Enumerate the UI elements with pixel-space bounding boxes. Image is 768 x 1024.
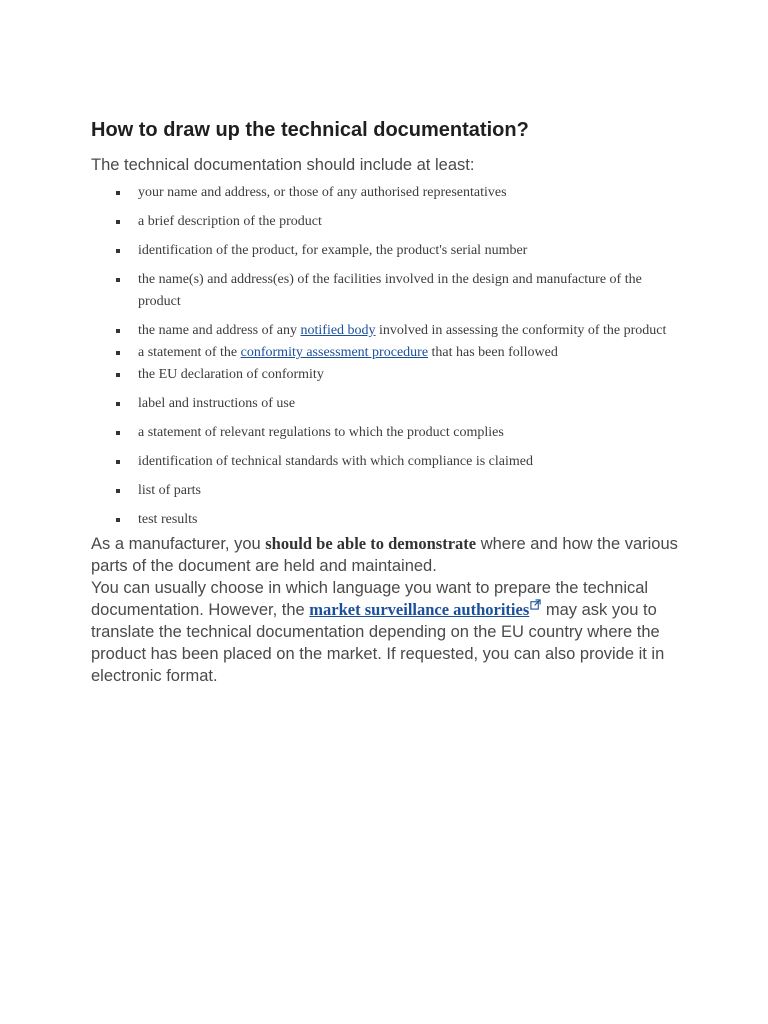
- paragraph-text: may ask you to translate the technical documentation depending on the EU country where the product has been placed on the market. If requested, you can also provide it in electronic format.: [91, 601, 665, 685]
- intro-text: The technical documentation should include at least:: [91, 156, 475, 174]
- paragraph-text: where and how the various parts of the document are held and maintained.: [91, 535, 678, 575]
- list-item-text: a statement of relevant regulations to which the product complies: [138, 425, 504, 440]
- paragraph: [91, 577, 681, 687]
- paragraph-text: You can usually choose in which language you want to prepare the technical documentation. However, the: [91, 579, 649, 619]
- list-item: [91, 342, 681, 364]
- list-item: [91, 509, 681, 531]
- list-item-text: a statement of the: [138, 345, 241, 360]
- paragraph-text: As a manufacturer, you: [91, 535, 266, 553]
- list-item-text: the name(s) and address(es) of the facilities involved in the design and manufacture of the product: [138, 272, 642, 309]
- list-item: [91, 422, 681, 444]
- list-item: [91, 364, 681, 386]
- list-item-text: list of parts: [138, 483, 201, 498]
- list-item-text: the name and address of any: [138, 323, 301, 338]
- list-item-text: a brief description of the product: [138, 214, 322, 229]
- list-item: [91, 480, 681, 502]
- list-item: [91, 240, 681, 262]
- list-item-text: test results: [138, 512, 198, 527]
- list-item-text: label and instructions of use: [138, 396, 296, 411]
- list-item-text: identification of the product, for example, the product's serial number: [138, 243, 528, 258]
- list-item-text: the EU declaration of conformity: [138, 367, 324, 382]
- external-link-icon[interactable]: [530, 599, 541, 610]
- list-item-text: identification of technical standards with which compliance is claimed: [138, 454, 533, 469]
- list-item-text: that has been followed: [428, 345, 558, 360]
- document: [91, 117, 681, 687]
- conformity-assessment-link[interactable]: conformity assessment procedure: [240, 345, 429, 360]
- page-title: How to draw up the technical documentation?: [91, 119, 529, 141]
- notified-body-link[interactable]: notified body: [300, 323, 376, 338]
- list-item: [91, 182, 681, 204]
- emphasis-text: should be able to demonstrate: [265, 534, 477, 553]
- paragraph: [91, 533, 681, 577]
- outro-text: [91, 533, 681, 687]
- list-item: [91, 269, 681, 313]
- list-item: [91, 451, 681, 473]
- requirements-list: [91, 182, 681, 531]
- list-item: [91, 211, 681, 233]
- list-item-text: involved in assessing the conformity of the product: [375, 323, 667, 338]
- list-item: [91, 393, 681, 415]
- list-item: [91, 320, 681, 342]
- market-surveillance-link[interactable]: market surveillance authorities: [309, 600, 530, 619]
- list-item-text: your name and address, or those of any authorised representatives: [138, 185, 507, 200]
